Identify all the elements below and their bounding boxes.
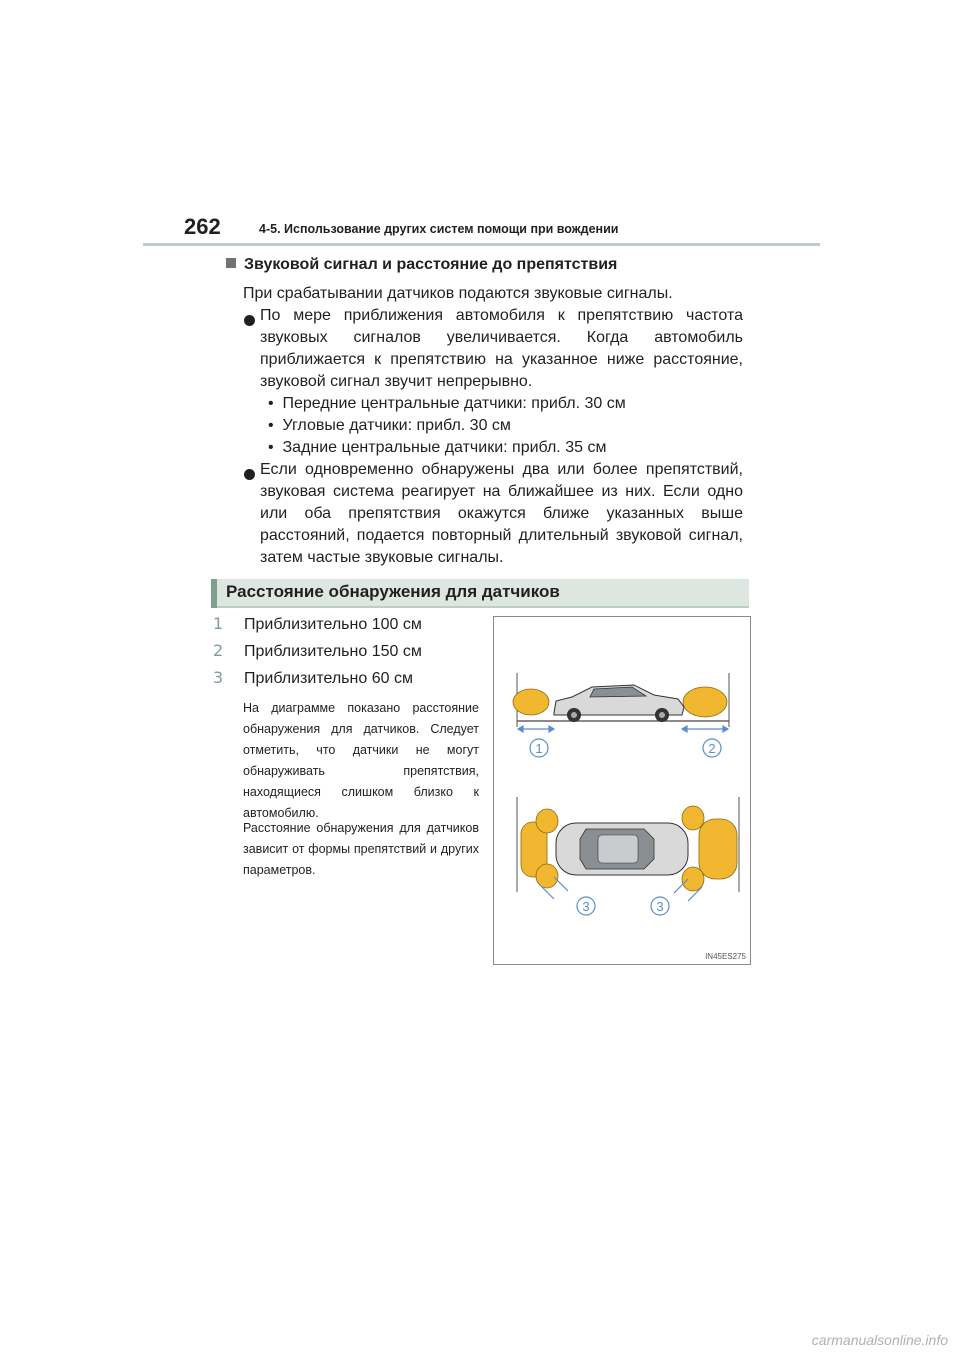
label-3-icon [651,897,669,915]
distance-arrows [518,726,728,732]
sub-item: • Задние центральные датчики: прибл. 35 см [268,439,607,456]
subsection-heading [226,256,617,274]
label-3a: 3 [582,899,590,914]
section-accent [211,579,217,608]
bullet-2-line-5: затем частые звуковые сигналы. [260,549,504,566]
sensor-diagram [493,616,751,965]
item-number: 1 [213,614,224,633]
bullet-1-line-1: По мере приближения автомобиля к препятствию частота [260,307,743,324]
label-1: 1 [535,741,543,756]
figure-code: IN45ES275 [705,952,746,961]
label-1-icon [530,739,548,757]
item-number: 3 [213,668,224,687]
label-2: 2 [708,741,716,756]
label-3b: 3 [656,899,664,914]
bullet-2-line-3: или оба препятствия окажутся ближе указанных выше [260,505,743,522]
sub-item: • Угловые датчики: прибл. 30 см [268,417,511,434]
bullet-1-line-4: звуковой сигнал звучит непрерывно. [260,373,533,390]
subsection-title: Звуковой сигнал и расстояние до препятствия [244,256,618,273]
label-2-icon [703,739,721,757]
corner-distance-marks [540,877,702,901]
item-text: Приблизительно 100 см [244,616,422,633]
square-bullet-icon [226,258,236,268]
sub-item-text: Угловые датчики: прибл. 30 см [282,417,511,434]
sub-item: • Передние центральные датчики: прибл. 30 см [268,395,626,412]
watermark: carmanualsonline.info [811,1332,948,1348]
item-text: Приблизительно 60 см [244,670,413,687]
car-top-icon [556,823,688,875]
sub-item-text: Задние центральные датчики: прибл. 35 см [282,439,607,456]
header-rule [143,243,820,246]
detection-zone-front [683,687,727,717]
chapter-title: 4-5. Использование других систем помощи при вождении [259,222,619,236]
car-side-icon [554,685,684,722]
detection-zone-corner [536,809,558,833]
bullet-1 [260,305,743,393]
detection-zone-corner [536,864,558,888]
bullet-2-line-2: звуковая система реагирует на ближайшее из них. Если одно [260,483,743,500]
bullet-2-line-1: Если одновременно обнаружены два или более препятствий, [260,461,743,478]
note-2: Расстояние обнаружения для датчиков зависит от формы препятствий и других параметров. [243,821,479,877]
bullet-1-line-3: приближается к препятствию на указанное ниже расстояние, [260,351,743,368]
bullet-2 [260,459,743,569]
intro-text: При срабатывании датчиков подаются звуковые сигналы. [243,285,673,302]
label-3-icon [577,897,595,915]
bullet-1-line-2: звуковых сигналов увеличивается. Когда автомобиль [260,329,743,346]
detection-zone-corner [682,806,704,830]
detection-zone-corner [682,867,704,891]
detection-zone-rear [513,689,549,715]
page-number: 262 [184,214,221,239]
bullet-icon [244,469,255,480]
section-title: Расстояние обнаружения для датчиков [226,582,560,601]
note-1: На диаграмме показано расстояние обнаружения для датчиков. Следует отметить, что датчики не могут обнаруживать препятствия, находящиеся слишком близко к автомобилю. [243,701,479,820]
sub-item-text: Передние центральные датчики: прибл. 30 см [282,395,626,412]
item-number: 2 [213,641,224,660]
sensor-diagram-svg [494,617,750,964]
detection-zone-front-center [699,819,737,879]
item-text: Приблизительно 150 см [244,643,422,660]
bullet-2-line-4: расстояний, подается повторный длительный звуковой сигнал, [260,527,743,544]
bullet-icon [244,315,255,326]
